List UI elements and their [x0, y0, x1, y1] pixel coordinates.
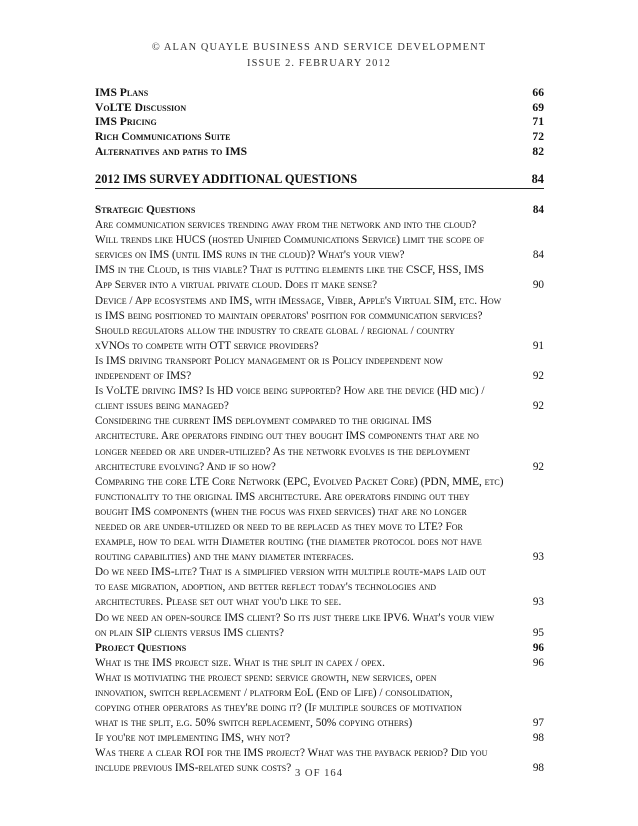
toc-subheading[interactable] — [95, 641, 544, 656]
toc-line-page: 90 — [532, 279, 544, 292]
toc-line — [95, 535, 544, 550]
toc-line-text: architectures. Please set out what you'd like to see. — [95, 596, 342, 609]
toc-line — [95, 248, 544, 263]
toc-question[interactable] — [95, 354, 544, 384]
toc-entry[interactable] — [95, 115, 544, 130]
toc-line — [95, 445, 544, 460]
section-page: 84 — [531, 172, 544, 186]
toc-entry[interactable] — [95, 86, 544, 101]
toc-subheading[interactable] — [95, 203, 544, 218]
toc-line — [95, 475, 544, 490]
toc-line-text: longer needed or are under-utilized? As the network evolves is the deployment — [95, 445, 471, 458]
toc-line — [95, 686, 544, 701]
toc-line-page: 91 — [532, 339, 544, 352]
toc-line — [95, 746, 544, 761]
toc-line — [95, 369, 544, 384]
toc-line-page: 95 — [532, 626, 544, 639]
toc-line-text: example, how to deal with Diameter routing (the diameter protocol does not have — [95, 536, 482, 549]
toc-question[interactable] — [95, 671, 544, 731]
toc-line — [95, 339, 544, 354]
toc-line-text: architecture. Are operators finding out they bought IMS components that are no — [95, 430, 479, 443]
toc-line-text: Do we need IMS-lite? That is a simplified version with multiple route-maps laid out — [95, 566, 487, 579]
toc-question[interactable] — [95, 384, 544, 414]
toc-line — [95, 656, 544, 671]
toc-line-text: functionality to the original IMS architecture. Are operators finding out they — [95, 490, 470, 503]
toc-line-text: Are communication services trending away from the network and into the cloud? — [95, 219, 477, 232]
toc-question[interactable] — [95, 475, 544, 566]
toc-line-text: Strategic Questions — [95, 204, 196, 216]
toc-line-text: Device / App ecosystems and IMS, with iMessage, Viber, Apple's Virtual SIM, etc. How — [95, 294, 502, 307]
toc-line — [95, 233, 544, 248]
toc-line — [95, 203, 544, 218]
toc-entry-title: IMS Pricing — [95, 115, 157, 129]
toc-line — [95, 626, 544, 641]
toc-line-text: copying other operators as they're doing it? (If multiple sources of motivation — [95, 702, 462, 715]
toc-line-text: Should regulators allow the industry to create global / regional / country — [95, 324, 455, 337]
toc-line — [95, 490, 544, 505]
toc-line — [95, 384, 544, 399]
toc-line-text: routing capabilities) and the many diameter interfaces. — [95, 551, 354, 564]
toc-line — [95, 731, 544, 746]
toc-line — [95, 218, 544, 233]
toc-line-page: 98 — [532, 732, 544, 745]
toc-entry[interactable] — [95, 145, 544, 160]
toc-question[interactable] — [95, 731, 544, 746]
toc-line — [95, 505, 544, 520]
toc-line-text: to ease migration, adoption, and better reflect today's technologies and — [95, 581, 437, 594]
toc-entry[interactable] — [95, 130, 544, 145]
toc-line-text: Project Questions — [95, 641, 187, 654]
toc-question[interactable] — [95, 565, 544, 610]
toc-entry-page: 82 — [532, 144, 544, 158]
toc-line — [95, 324, 544, 339]
toc-line-page: 97 — [532, 717, 544, 730]
toc-question[interactable] — [95, 414, 544, 474]
toc-line-text: If you're not implementing IMS, why not? — [95, 732, 291, 745]
toc-entry-page: 66 — [532, 86, 544, 99]
toc-entry-title: IMS Plans — [95, 86, 149, 99]
toc-line-text: Was there a clear ROI for the IMS project? What was the payback period? Did you — [95, 747, 488, 760]
toc-entry-title: Rich Communications Suite — [95, 130, 231, 144]
toc-line-text: include previous IMS-related sunk costs? — [95, 762, 292, 775]
toc-section-heading[interactable] — [95, 171, 544, 189]
toc-line-page: 92 — [532, 400, 544, 413]
toc-line — [95, 414, 544, 429]
toc-entry-title: VoLTE Discussion — [95, 100, 187, 114]
toc-line-text: architecture evolving? And if so how? — [95, 460, 276, 473]
toc-line-text: needed or are under-utilized or need to be replaced as they move to LTE? For — [95, 520, 463, 533]
toc-line — [95, 671, 544, 686]
toc-line — [95, 520, 544, 535]
toc-top-list — [95, 86, 544, 160]
toc-line — [95, 611, 544, 626]
toc-line-text: Is IMS driving transport Policy management or is Policy independent now — [95, 354, 443, 367]
toc-line-text: on plain SIP clients versus IMS clients? — [95, 626, 284, 639]
toc-line-text: Is VoLTE driving IMS? Is HD voice being supported? How are the device (HD mic) / — [95, 385, 485, 398]
toc-line-text: is IMS being positioned to maintain operators' position for communication services? — [95, 309, 483, 322]
toc-line-page: 84 — [532, 249, 544, 262]
header-issue: ISSUE 2. FEBRUARY 2012 — [247, 58, 391, 69]
toc-line — [95, 701, 544, 716]
toc-line-text: bought IMS components (when the focus was fixed services) that are no longer — [95, 505, 467, 518]
toc-line-text: what is the split, e.g. 50% switch replacement, 50% copying others) — [95, 717, 413, 730]
toc-line-page: 98 — [532, 762, 544, 775]
toc-line — [95, 309, 544, 324]
toc-question[interactable] — [95, 233, 544, 263]
running-header — [0, 40, 638, 72]
toc-line-page: 92 — [532, 460, 544, 473]
toc-line-text: Comparing the core LTE Core Network (EPC, Evolved Packet Core) (PDN, MME, etc) — [95, 475, 504, 488]
toc-entry-page: 72 — [532, 130, 544, 144]
toc-line-text: xVNOs to compete with OTT service providers? — [95, 339, 319, 352]
toc-line-text: Do we need an open-source IMS client? So its just there like IPV6. What's your view — [95, 611, 495, 624]
toc-line-text: Considering the current IMS deployment compared to the original IMS — [95, 415, 432, 428]
toc-questions-list — [95, 203, 544, 777]
toc-line — [95, 263, 544, 278]
toc-entry-title: Alternatives and paths to IMS — [95, 144, 248, 158]
toc-line — [95, 399, 544, 414]
toc-entry-page: 71 — [532, 115, 544, 129]
toc-line-text: IMS in the Cloud, is this viable? That is putting elements like the CSCF, HSS, IMS — [95, 264, 485, 277]
toc-line-page: 96 — [532, 656, 544, 669]
page-footer: 3 OF 164 — [294, 768, 344, 779]
toc-line-page: 84 — [532, 204, 544, 216]
toc-line — [95, 580, 544, 595]
toc-entry-page: 69 — [532, 100, 544, 114]
toc-question[interactable] — [95, 218, 544, 233]
toc-line-page: 93 — [532, 551, 544, 564]
toc-question[interactable] — [95, 324, 544, 354]
toc-line-text: What is the IMS project size. What is the split in capex / opex. — [95, 656, 385, 669]
toc-line-text: What is motiviating the project spend: service growth, new services, open — [95, 671, 437, 684]
toc-line-text: client issues being managed? — [95, 400, 229, 413]
toc-line — [95, 641, 544, 656]
toc-question[interactable] — [95, 294, 544, 324]
header-copyright: © ALAN QUAYLE BUSINESS AND SERVICE DEVELOPMENT — [151, 42, 487, 53]
toc-line — [95, 278, 544, 293]
toc-question[interactable] — [95, 611, 544, 641]
toc-line — [95, 429, 544, 444]
toc-line-text: Will trends like HUCS (hosted Unified Communications Service) limit the scope of — [95, 234, 485, 247]
toc-question[interactable] — [95, 656, 544, 671]
toc-line-text: independent of IMS? — [95, 370, 192, 383]
toc-line — [95, 716, 544, 731]
toc-line-text: App Server into a virtual private cloud. Does it make sense? — [95, 279, 378, 292]
toc-line — [95, 354, 544, 369]
toc-line — [95, 595, 544, 610]
toc-question[interactable] — [95, 263, 544, 293]
toc-line-text: innovation, switch replacement / platform EoL (End of Life) / consolidation, — [95, 687, 453, 699]
toc-line — [95, 460, 544, 475]
toc-line-page: 93 — [532, 596, 544, 609]
toc-line-page: 96 — [532, 641, 544, 654]
section-title: 2012 IMS SURVEY ADDITIONAL QUESTIONS — [95, 172, 358, 186]
toc-line — [95, 565, 544, 580]
toc-entry[interactable] — [95, 101, 544, 116]
toc-line — [95, 550, 544, 565]
toc-line — [95, 294, 544, 309]
toc-line-page: 92 — [532, 370, 544, 383]
toc-line-text: services on IMS (until IMS runs in the cloud)? What's your view? — [95, 249, 405, 262]
